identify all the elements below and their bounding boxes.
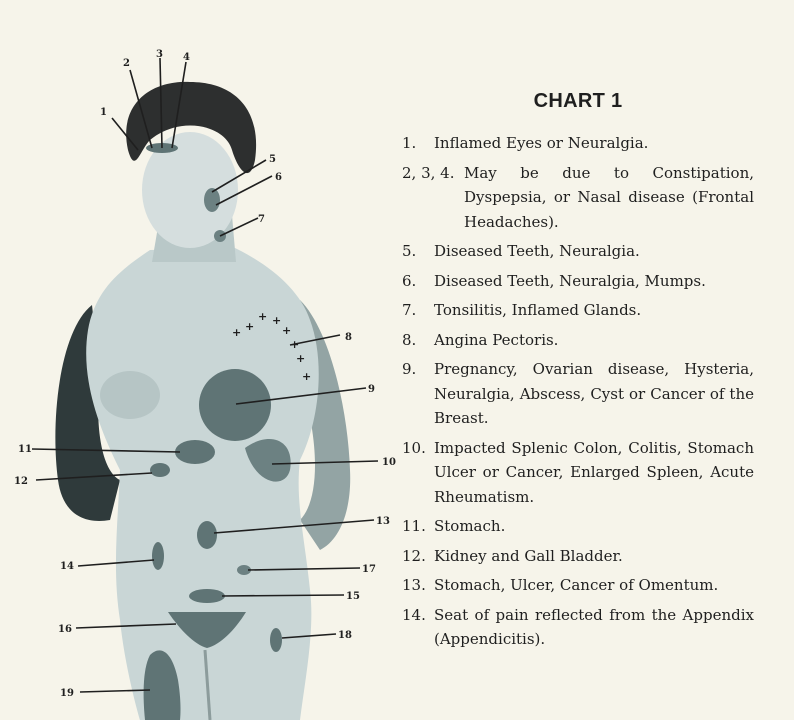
zone-breast: [199, 369, 271, 441]
legend-entry-11: [402, 514, 754, 539]
callout-11: 11: [18, 444, 32, 455]
svg-text:+: +: [245, 320, 255, 333]
svg-text:+: +: [296, 352, 306, 365]
entry-text: Inflamed Eyes or Neuralgia.: [434, 134, 649, 152]
legend-entry-2-3-4: [402, 161, 754, 235]
callout-18: 18: [338, 630, 352, 641]
legend-entry-12: [402, 544, 754, 569]
entry-number: 11.: [402, 517, 426, 535]
entry-text: Diseased Teeth, Neuralgia, Mumps.: [434, 271, 706, 290]
callout-8: 8: [345, 332, 352, 343]
callout-6: 6: [275, 172, 282, 183]
breast-left: [100, 371, 160, 419]
callout-2: 2: [123, 58, 130, 69]
callout-1: 1: [100, 107, 107, 118]
chart-title: CHART 1: [533, 90, 623, 112]
callout-16: 16: [58, 624, 72, 635]
entry-number: 5.: [402, 242, 417, 260]
entry-text: Stomach.: [434, 517, 506, 535]
callout-10: 10: [382, 457, 396, 468]
entry-number: 10.: [402, 438, 426, 457]
svg-text:+: +: [290, 338, 300, 351]
svg-text:+: +: [282, 324, 292, 337]
entry-text: Diseased Teeth, Neuralgia.: [434, 242, 640, 260]
legend-entry-10: [402, 436, 754, 510]
zone-14: [152, 542, 164, 570]
zone-12: [150, 463, 170, 477]
entry-text: Seat of pain reflected from the Appendix (Appendicitis).: [434, 605, 754, 648]
callout-15: 15: [346, 591, 360, 602]
svg-text:+: +: [258, 310, 268, 323]
svg-text:+: +: [232, 326, 242, 339]
legend-entry-14: [402, 603, 754, 652]
callout-4: 4: [183, 52, 190, 63]
entry-text: Impacted Splenic Colon, Colitis, Stomach Ulcer or Cancer, Enlarged Spleen, Acute Rheumatism.: [434, 438, 754, 506]
callout-17: 17: [362, 564, 376, 575]
callout-7: 7: [258, 214, 265, 225]
svg-text:+: +: [302, 370, 312, 383]
legend-entry-13: [402, 573, 754, 598]
entry-number: 8.: [402, 330, 417, 349]
torso: [86, 248, 319, 720]
entry-number: 14.: [402, 605, 426, 624]
callout-9: 9: [368, 384, 375, 395]
entry-number: 9.: [402, 360, 417, 378]
entry-number: 12.: [402, 546, 426, 565]
entry-text: Stomach, Ulcer, Cancer of Omentum.: [434, 576, 719, 594]
legend-entry-8: [402, 328, 754, 353]
zone-13: [197, 521, 217, 549]
callout-13: 13: [376, 516, 390, 527]
callout-12: 12: [14, 476, 28, 487]
chart-legend: [402, 90, 754, 657]
legend-entry-9: [402, 357, 754, 431]
callout-19: 19: [60, 688, 74, 699]
callout-3: 3: [156, 49, 163, 60]
entry-text: Kidney and Gall Bladder.: [434, 546, 623, 565]
entry-number: 13.: [402, 576, 426, 594]
entry-number: 1.: [402, 134, 417, 152]
entry-number: 7.: [402, 301, 417, 319]
entry-text: May be due to Constipation, Dyspepsia, or Nasal disease (Frontal Headaches).: [464, 163, 754, 231]
callout-5: 5: [269, 154, 276, 165]
zone-18: [270, 628, 282, 652]
entry-text: Tonsilitis, Inflamed Glands.: [434, 301, 642, 319]
svg-text:+: +: [272, 314, 282, 327]
legend-entry-1: [402, 131, 754, 156]
legend-entry-5: [402, 239, 754, 264]
entry-number: 2, 3, 4.: [402, 163, 455, 182]
zone-15: [189, 589, 225, 603]
legend-entry-6: [402, 269, 754, 294]
entry-text: Pregnancy, Ovarian disease, Hysteria, Neuralgia, Abscess, Cyst or Cancer of the Breast.: [434, 360, 754, 427]
callout-14: 14: [60, 561, 74, 572]
zone-11: [175, 440, 215, 464]
entry-text: Angina Pectoris.: [434, 330, 559, 349]
legend-entry-7: [402, 298, 754, 323]
entry-number: 6.: [402, 271, 417, 290]
